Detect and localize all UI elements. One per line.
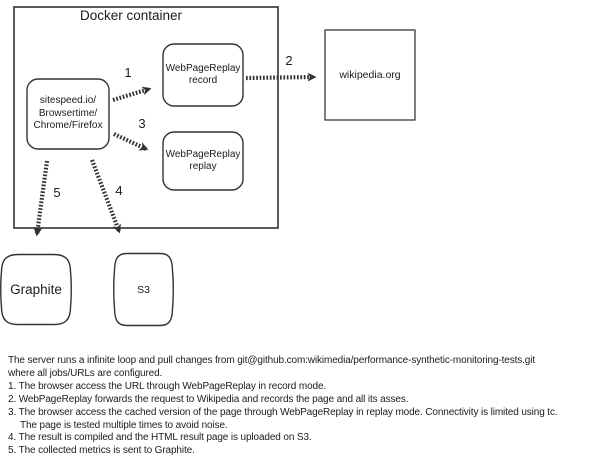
description-step-2: 2. WebPageReplay forwards the request to Wikipedia and records the page and all its asses. [8,393,409,405]
graphite-node-label: Graphite [10,282,62,297]
s3-node-label: S3 [137,283,150,296]
arrow-1-label: 1 [124,65,132,80]
docker-container-title: Docker container [79,8,183,23]
webpagereplay-record-label-line2: record [188,75,218,86]
description-line-intro-1: The server runs a infinite loop and pull changes from git@github.com:wikimedia/performance-synthetic-monitoring-tests.git [8,355,535,366]
arrow-5-sitespeed-to-graphite [37,161,47,234]
sitespeed-node-label-line3: Chrome/Firefox [33,120,103,132]
arrow-2-label: 2 [285,53,293,68]
sitespeed-node-label [27,79,109,149]
arrow-4-label: 4 [115,183,123,198]
arrow-1-sitespeed-to-record [113,89,149,100]
description-step-5: 5. The collected metrics is sent to Graphite. [8,445,195,457]
sitespeed-node-label-line1: sitespeed.io/ [39,95,97,107]
description-step-3-continued: The page is tested multiple times to avoid noise. [20,419,228,431]
wikipedia-node-label: wikipedia.org [339,69,401,81]
webpagereplay-record-node-label [163,44,243,106]
description-step-4: 4. The result is compiled and the HTML result page is uploaded on S3. [8,432,312,444]
webpagereplay-replay-node-label [163,132,243,190]
sitespeed-node-label-line2: Browsertime/ [38,107,98,119]
arrow-3-label: 3 [138,116,146,131]
description-step-3: 3. The browser access the cached version of the page through WebPageReplay in replay mode. Connectivity is limited using tc. [8,406,558,418]
description-step-1: 1. The browser access the URL through WebPageReplay in record mode. [8,380,327,392]
process-description [8,355,598,458]
description-line-intro-2: where all jobs/URLs are configured. [8,367,163,379]
arrow-3-sitespeed-to-replay [114,134,146,149]
webpagereplay-record-label-line1: WebPageReplay [165,62,241,74]
webpagereplay-replay-label-line1: WebPageReplay [165,148,241,160]
webpagereplay-replay-label-line2: replay [189,161,217,172]
arrow-2-record-to-wikipedia [246,77,314,78]
arrow-5-label: 5 [53,185,61,200]
